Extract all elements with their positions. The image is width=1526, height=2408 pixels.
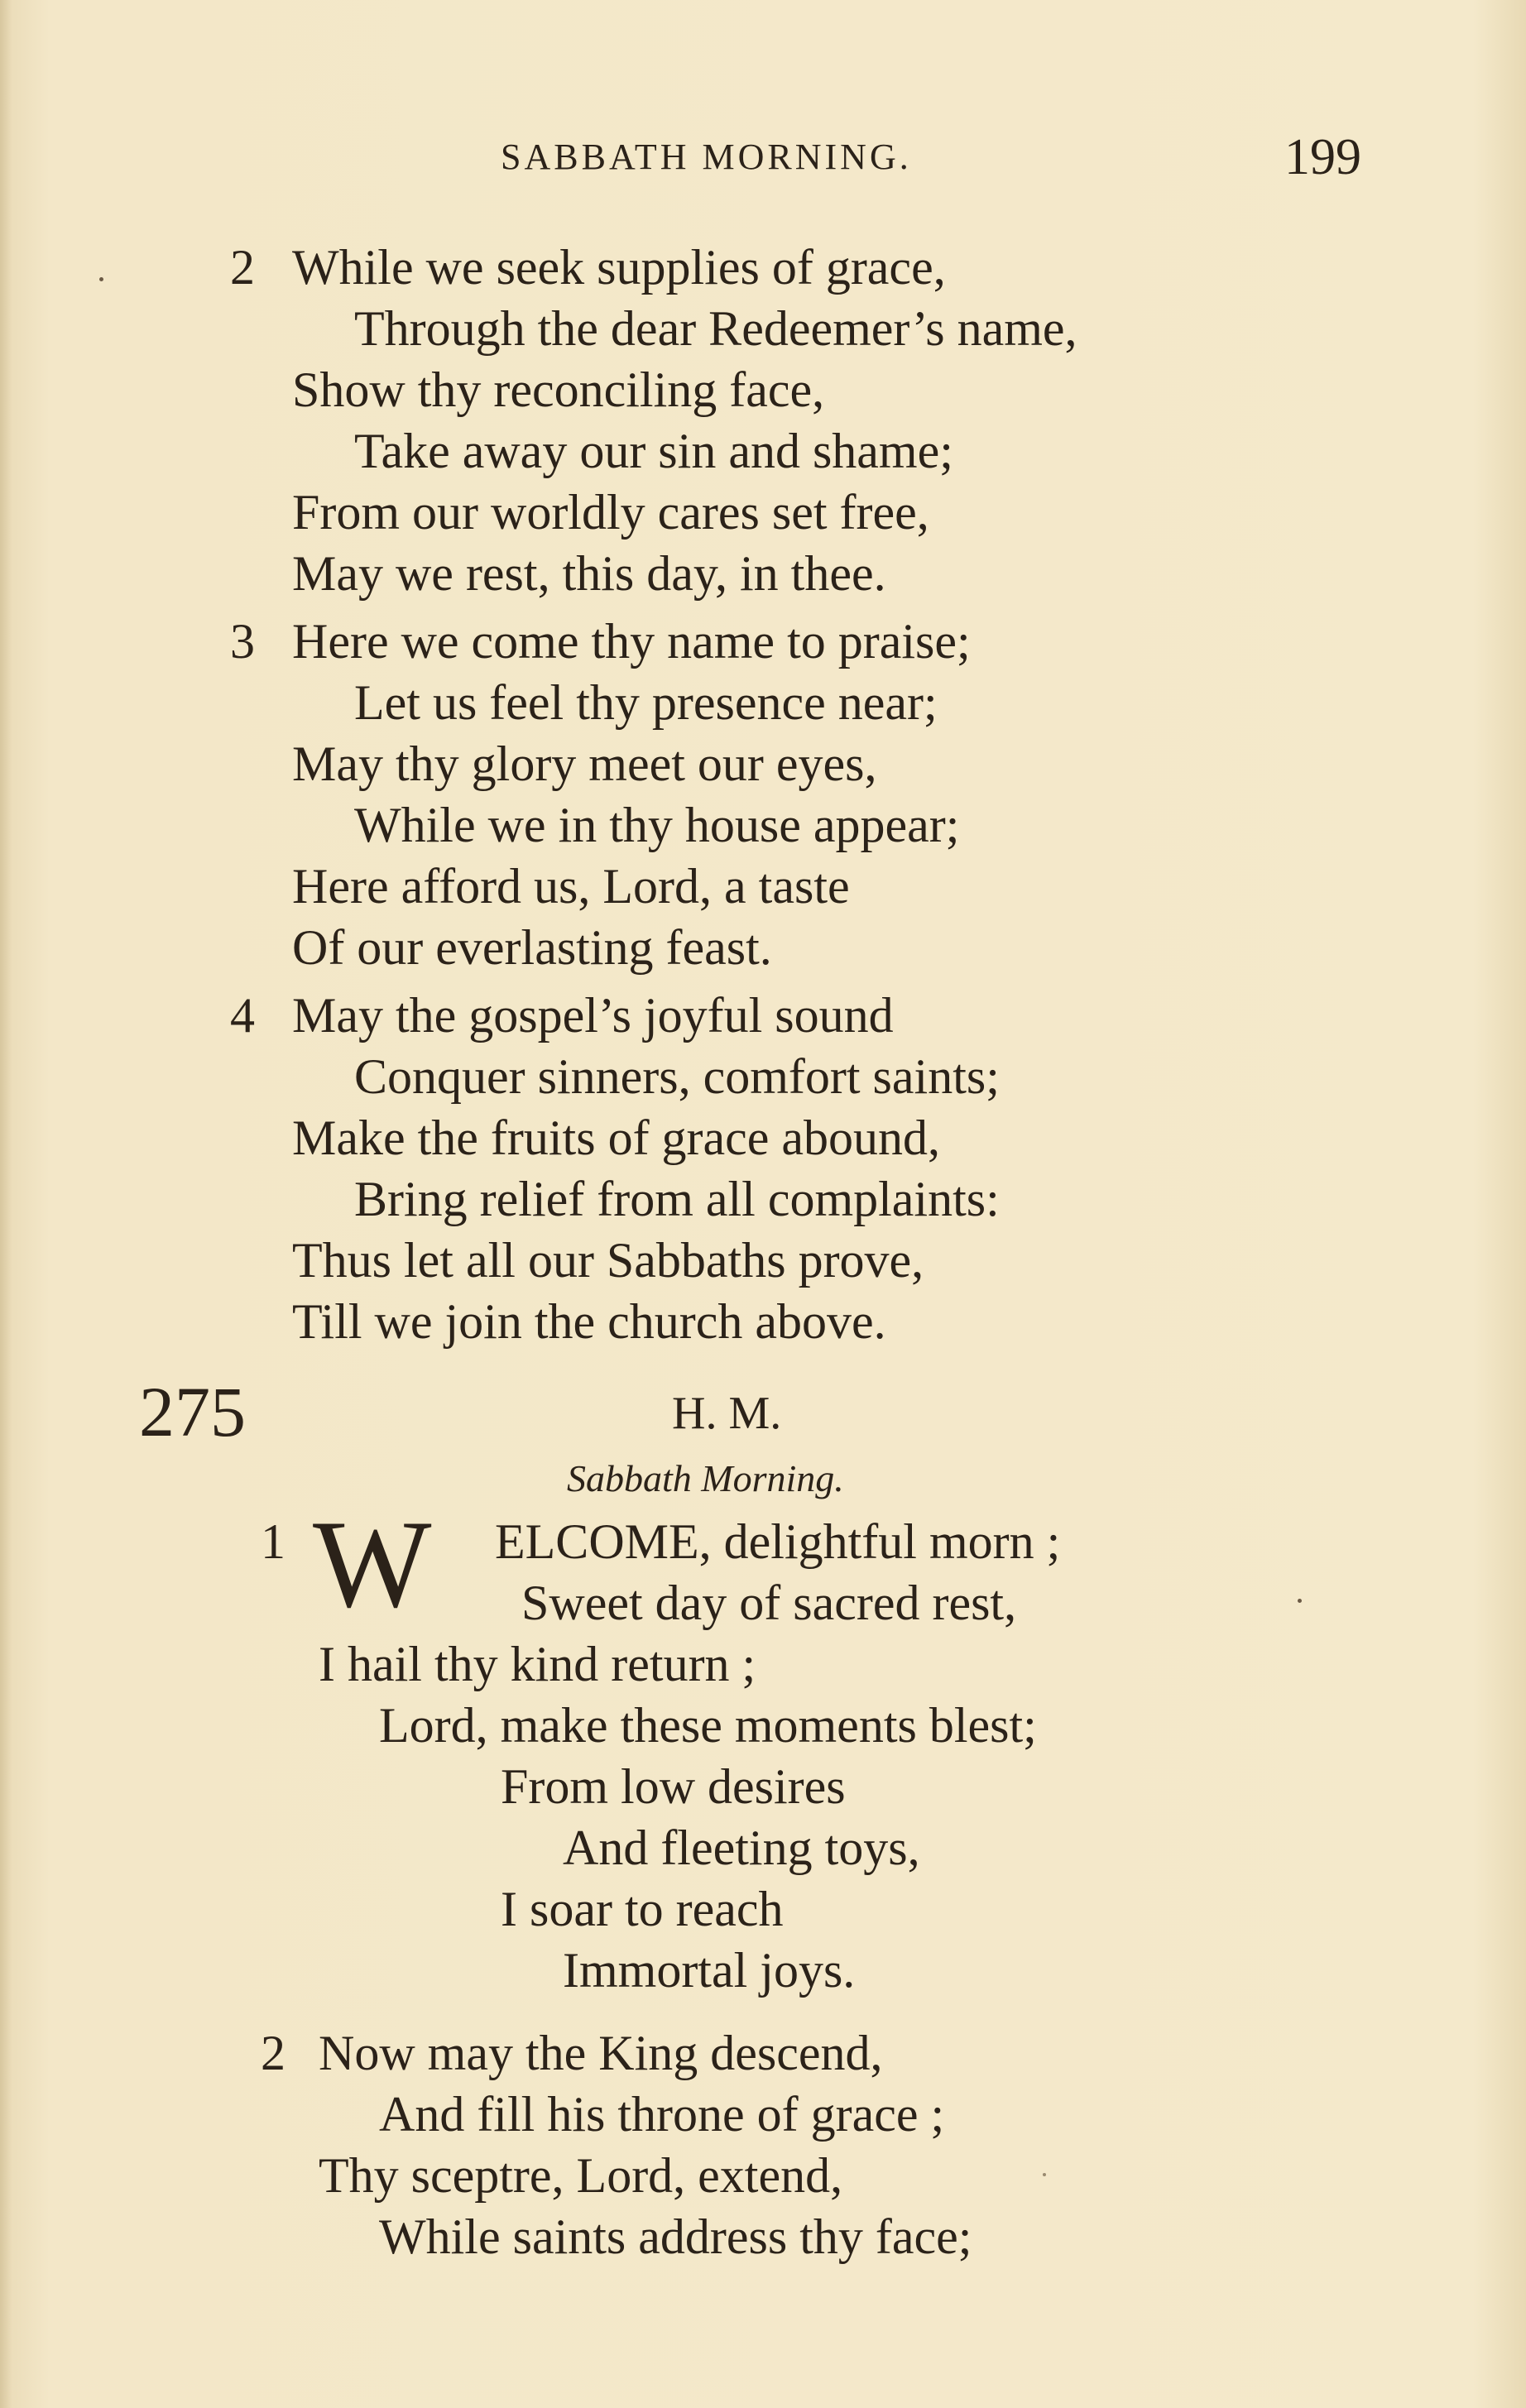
verse-line: Lord, make these moments blest; — [379, 1698, 1037, 1753]
verse-line: While we seek supplies of grace, — [292, 240, 946, 295]
verse-line: Now may the King descend, — [319, 2026, 883, 2080]
running-head — [0, 124, 1526, 190]
drop-cap: W — [313, 1494, 432, 1633]
verse-line: While saints address thy face; — [379, 2209, 972, 2264]
hymn-meter: H. M. — [672, 1388, 782, 1439]
verse-line: Through the dear Redeemer’s name, — [354, 301, 1077, 356]
page-edge-shadow — [0, 0, 12, 2408]
verse-line: Make the fruits of grace abound, — [292, 1110, 941, 1165]
paper-speck — [99, 277, 103, 281]
page-number: 199 — [1284, 129, 1361, 185]
verse-line: Here we come thy name to praise; — [292, 614, 971, 669]
verse-line: Bring relief from all complaints: — [354, 1172, 1000, 1226]
verse-line: From our worldly cares set free, — [292, 485, 929, 540]
verse-line: And fleeting toys, — [563, 1820, 920, 1875]
verse-line: Let us feel thy presence near; — [354, 675, 938, 730]
verse-line: Conquer sinners, comfort saints; — [354, 1049, 1000, 1104]
verse-number: 3 — [230, 614, 255, 669]
verse-line: And fill his throne of grace ; — [379, 2087, 945, 2142]
verse-line: Here afford us, Lord, a taste — [292, 859, 850, 914]
verse-line: Of our everlasting feast. — [292, 920, 772, 975]
verse-line: From low desires — [501, 1759, 846, 1814]
verse-line: Immortal joys. — [563, 1943, 856, 1998]
verse-line: I soar to reach — [501, 1882, 784, 1936]
verse-line: Thy sceptre, Lord, extend, — [319, 2148, 843, 2203]
verse-line: ELCOME, delightful morn ; — [495, 1514, 1061, 1569]
verse-line: May the gospel’s joyful sound — [292, 988, 894, 1043]
hymn-subtitle: Sabbath Morning. — [567, 1457, 844, 1499]
verse-line: Till we join the church above. — [292, 1294, 886, 1349]
verse-line: Take away our sin and shame; — [354, 424, 953, 478]
verse-number: 4 — [230, 988, 255, 1043]
verse-line: Thus let all our Sabbaths prove, — [292, 1233, 924, 1288]
paper-speck — [1043, 2173, 1046, 2176]
verse-line: May thy glory meet our eyes, — [292, 736, 877, 791]
verse-line: May we rest, this day, in thee. — [292, 546, 886, 601]
verse-line: Show thy reconciling face, — [292, 362, 825, 417]
verse-line: I hail thy kind return ; — [319, 1637, 756, 1691]
verse-number: 2 — [230, 240, 255, 295]
paper-speck — [1298, 1599, 1302, 1603]
verse-number: 2 — [261, 2026, 286, 2080]
running-title: SABBATH MORNING. — [501, 137, 912, 177]
verse-line: While we in thy house appear; — [354, 798, 960, 852]
verse-number: 1 — [261, 1514, 286, 1569]
verse-line: Sweet day of sacred rest, — [521, 1576, 1017, 1630]
hymn-number: 275 — [139, 1372, 246, 1451]
